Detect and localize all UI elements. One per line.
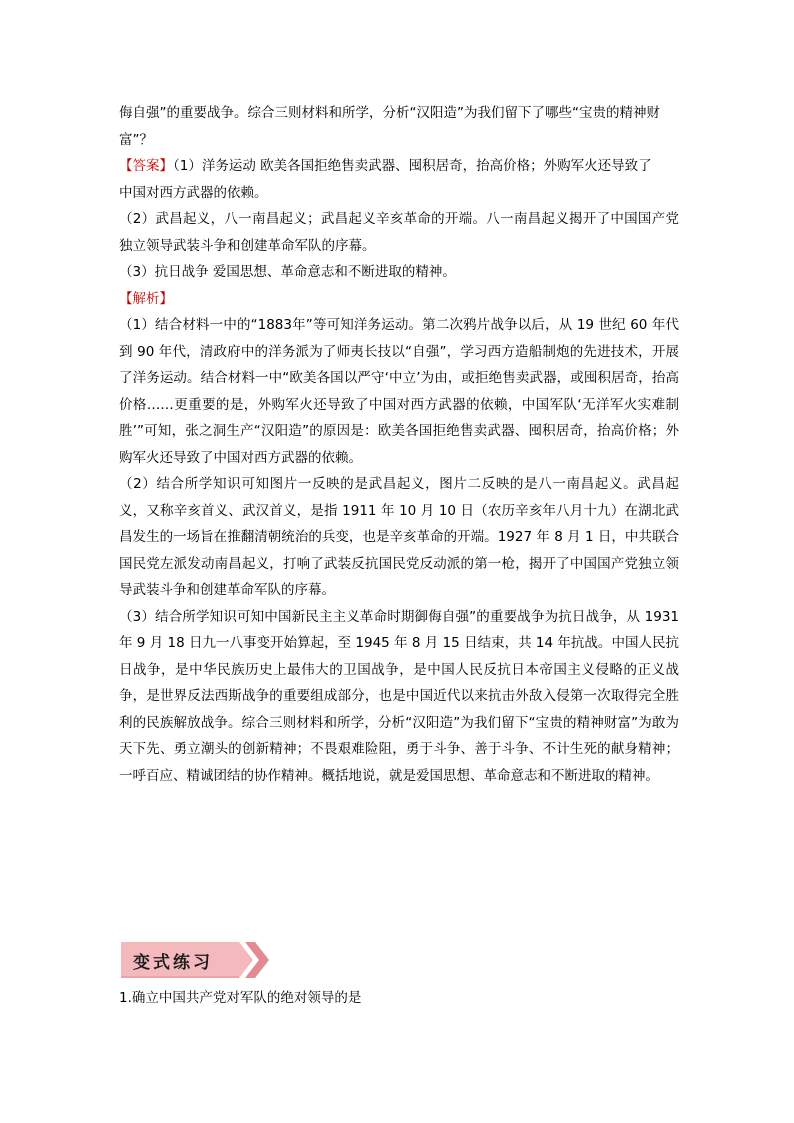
section-banner xyxy=(121,942,271,978)
intro-line-1: 侮自强”的重要战争。综合三则材料和所学，分析“汉阳造”为我们留下了哪些“宝贵的精神财 xyxy=(119,105,660,121)
analysis-label: 【解析】 xyxy=(119,290,173,307)
document-body xyxy=(119,100,679,789)
intro-line-2: 富”？ xyxy=(119,131,153,148)
analysis-label-line xyxy=(119,286,679,313)
answer-p3: （3）抗日战争 爱国思想、革命意志和不断进取的精神。 xyxy=(119,264,456,280)
answer-p1-first: （1）洋务运动 欧美各国拒绝售卖武器、囤积居奇，抬高价格；外购军火还导致了 xyxy=(173,158,652,174)
answer-p1-rest: 中国对西方武器的依赖。 xyxy=(119,184,268,201)
question-1: 1.确立中国共产党对军队的绝对领导的是 xyxy=(119,990,362,1006)
answer-label: 【答案】 xyxy=(119,158,173,174)
answer-p2: （2）武昌起义，八一南昌起义；武昌起义辛亥革命的开端。八一南昌起义揭开了中国国产党独立领导武装斗争和创建革命军队的序幕。 xyxy=(119,211,679,254)
answer-line-1 xyxy=(119,153,679,180)
analysis-p1: （1）结合材料一中的“1883年”等可知洋务运动。第二次鸦片战争以后，从 19 世纪 60 年代到 90 年代，清政府中的洋务派为了师夷长技以“自强”，学习西方造船制炮的先进技术，开展了洋务运动。结合材料一中“欧美各国以严守‘中立’为由，或拒绝售卖武器，或囤积居奇，抬高价格……更重要的是，外购军火还导致了中国对西方武器的依赖，中国军队‘无洋军火实难制胜’”可知，张之洞生产“汉阳造”的原因是：欧美各国拒绝售卖武器、囤积居奇，抬高价格；外购军火还导致了中国对西方武器的依赖。 xyxy=(119,317,679,466)
section-title: 变式练习 xyxy=(133,953,213,973)
analysis-p2: （2）结合所学知识可知图片一反映的是武昌起义，图片二反映的是八一南昌起义。武昌起义，又称辛亥首义、武汉首义，是指 1911 年 10 月 10 日（农历辛亥年八月十九）在湖北武昌发生的一场旨在推翻清朝统治的兵变，也是辛亥革命的开端。1927 年 8 月 1 日，中共联合国民党左派发动南昌起义，打响了武装反抗国民党反动派的第一枪，揭开了中国国产党独立领导武装斗争和创建革命军队的序幕。 xyxy=(119,476,679,598)
analysis-p3: （3）结合所学知识可知中国新民主主义革命时期御侮自强”的重要战争为抗日战争，从 1931 年 9 月 18 日九一八事变开始算起，至 1945 年 8 月 15 日结束，共 14 年抗战。中国人民抗日战争，是中华民族历史上最伟大的卫国战争，是中国人民反抗日本帝国主义侵略的正义战争，是世界反法西斯战争的重要组成部分，也是中国近代以来抗击外敌入侵第一次取得完全胜利的民族解放战争。综合三则材料和所学，分析“汉阳造”为我们留下“宝贵的精神财富”为敢为天下先、勇立潮头的创新精神；不畏艰难险阻，勇于斗争、善于斗争、不计生死的献身精神；一呼百应、精诚团结的协作精神。概括地说，就是爱国思想、革命意志和不断进取的精神。 xyxy=(119,608,679,784)
